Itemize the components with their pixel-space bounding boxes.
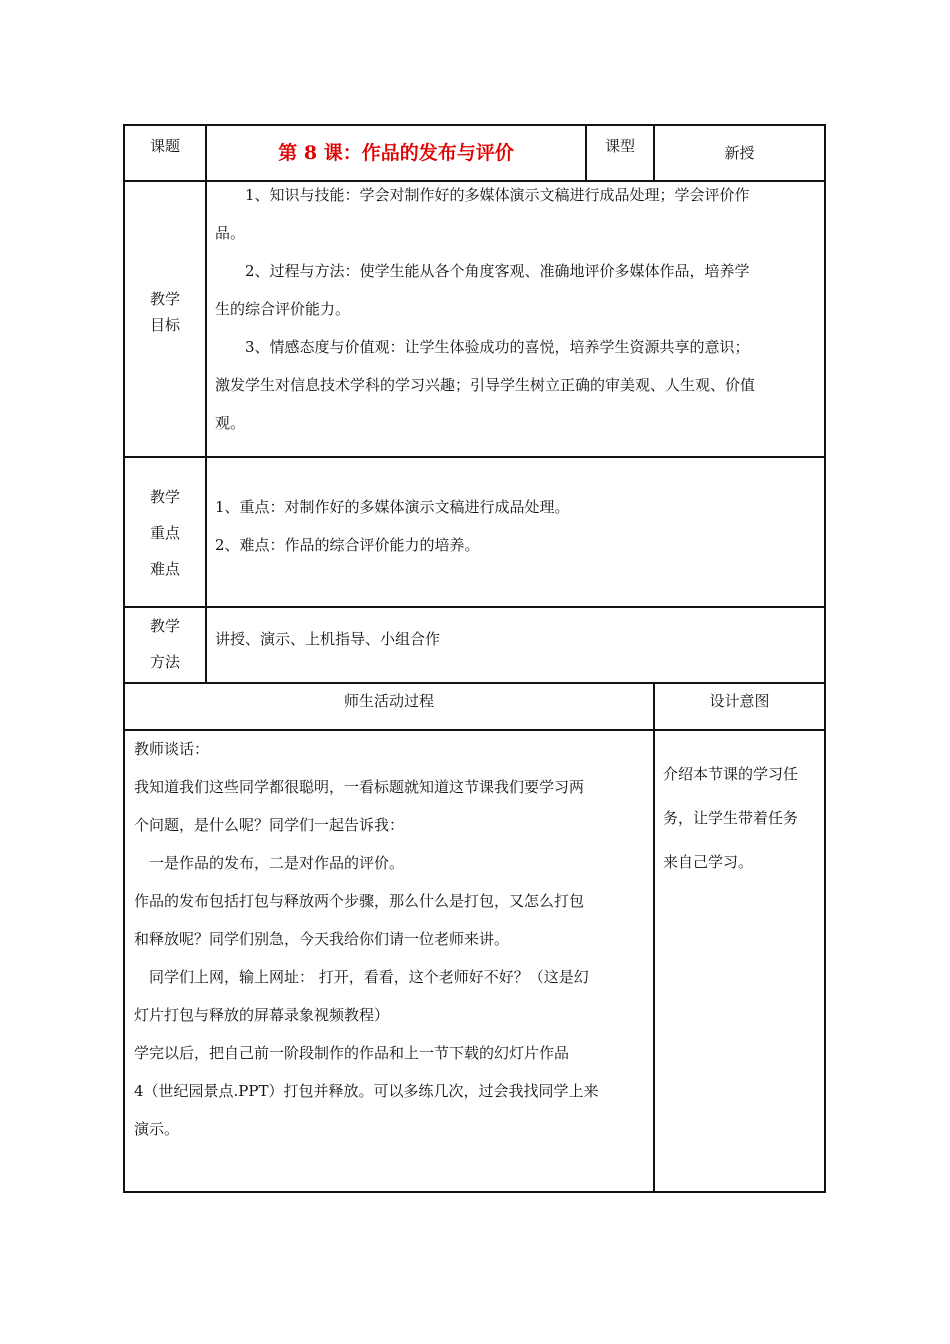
objective-3-line-c: 观。 (215, 414, 246, 432)
intent-line: 介绍本节课的学习任 (663, 765, 799, 783)
objective-2-line-b: 生的综合评价能力。 (215, 300, 351, 318)
intent-line: 务，让学生带着任务 (663, 809, 799, 827)
objectives-label-line1: 教学 (149, 290, 180, 308)
activity-line: 学完以后，把自己前一阶段制作的作品和上一节下载的幻灯片作品 (134, 1044, 570, 1062)
objective-1-line-a: 1、知识与技能：学会对制作好的多媒体演示文稿进行成品处理；学会评价作 (245, 186, 750, 204)
activity-line: 个问题，是什么呢？同学们一起告诉我： (134, 816, 405, 834)
activity-line: 教师谈话： (134, 740, 210, 758)
objective-3-line-a: 3、情感态度与价值观：让学生体验成功的喜悦，培养学生资源共享的意识； (245, 338, 750, 356)
keypoints-label-line3: 难点 (149, 560, 180, 578)
keypoints-label-line1: 教学 (149, 488, 180, 506)
keypoint-2: 2、难点：作品的综合评价能力的培养。 (215, 536, 480, 554)
activity-line: 同学们上网，输上网址： 打开，看看，这个老师好不好？（这是幻 (149, 968, 589, 986)
objectives-label (125, 286, 205, 338)
col-divider (653, 682, 655, 1191)
activity-line: 4（世纪园景点.PPT）打包并释放。可以多练几次，过会我找同学上来 (134, 1082, 599, 1100)
keypoints-label (125, 479, 205, 587)
activity-line: 作品的发布包括打包与释放两个步骤，那么什么是打包，又怎么打包 (134, 892, 585, 910)
objective-3-line-b: 激发学生对信息技术学科的学习兴趣；引导学生树立正确的审美观、人生观、价值 (215, 376, 756, 394)
row-divider (125, 606, 824, 608)
topic-label: 课题 (149, 137, 180, 155)
keypoint-1: 1、重点：对制作好的多媒体演示文稿进行成品处理。 (215, 498, 570, 516)
intent-header: 设计意图 (709, 692, 770, 710)
activity-line: 和释放呢？同学们别急，今天我给你们请一位老师来讲。 (134, 930, 510, 948)
lesson-title: 第 8 课：作品的发布与评价 (278, 142, 514, 164)
col-divider (205, 126, 207, 682)
intent-line: 来自己学习。 (663, 853, 754, 871)
intent-content (663, 752, 823, 884)
keypoints-label-line2: 重点 (149, 524, 180, 542)
objective-1-line-b: 品。 (215, 224, 246, 242)
type-label: 课型 (604, 137, 635, 155)
activity-line: 一是作品的发布，二是对作品的评价。 (149, 854, 405, 872)
activity-line: 演示。 (134, 1120, 180, 1138)
activity-content (134, 730, 650, 1148)
type-value: 新授 (724, 144, 755, 162)
activity-line: 我知道我们这些同学都很聪明，一看标题就知道这节课我们要学习两 (134, 778, 585, 796)
methods-label (125, 608, 205, 680)
methods-content: 讲授、演示、上机指导、小组合作 (215, 630, 441, 648)
objectives-label-line2: 目标 (149, 316, 180, 334)
methods-label-line1: 教学 (149, 617, 180, 635)
objectives-content (215, 176, 820, 442)
keypoints-content (215, 488, 820, 564)
methods-label-line2: 方法 (149, 653, 180, 671)
lesson-plan-table (123, 124, 826, 1193)
row-divider (125, 456, 824, 458)
activity-line: 灯片打包与释放的屏幕录象视频教程） (134, 1006, 390, 1024)
activity-header: 师生活动过程 (343, 692, 434, 710)
objective-2-line-a: 2、过程与方法：使学生能从各个角度客观、准确地评价多媒体作品，培养学 (245, 262, 750, 280)
